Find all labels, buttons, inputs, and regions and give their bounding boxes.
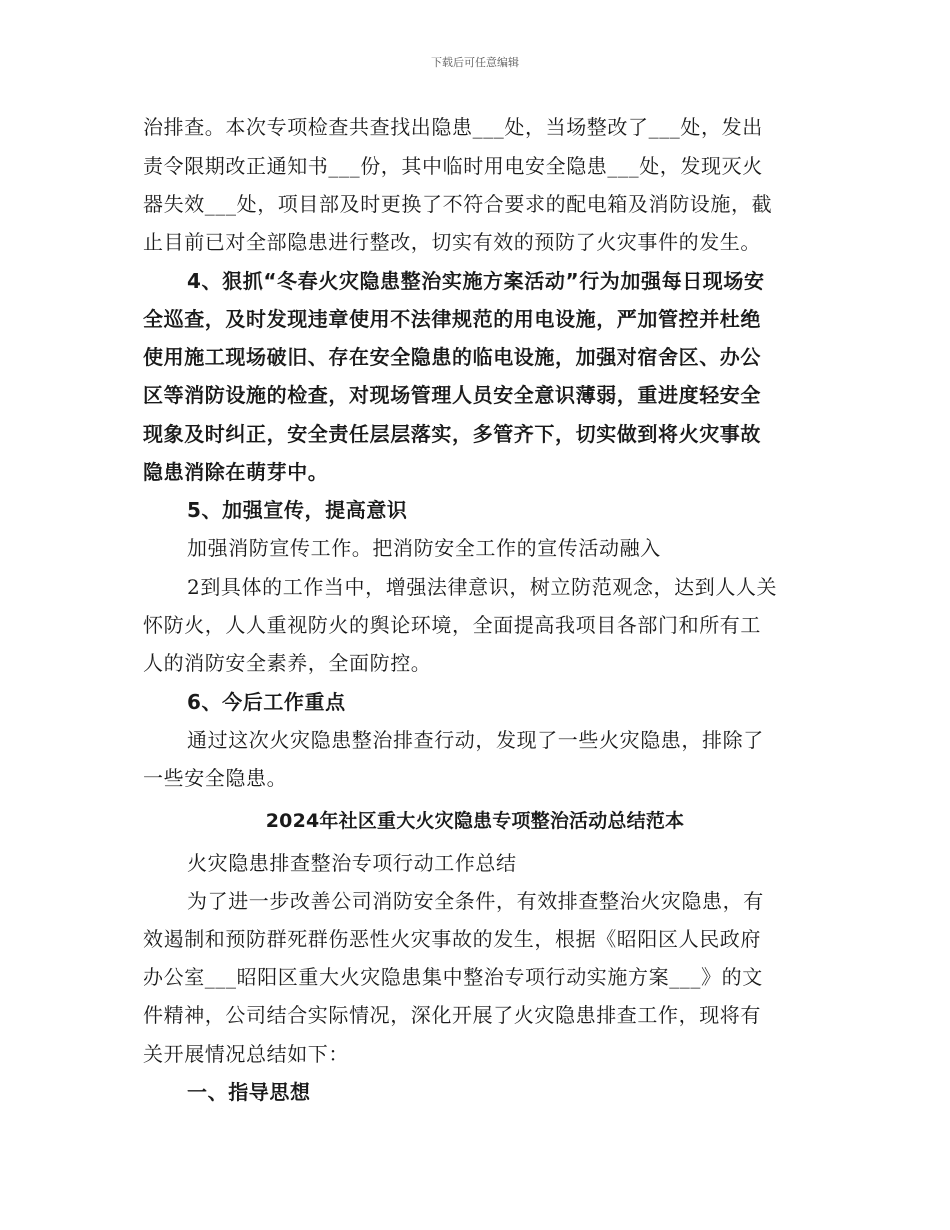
section-4-text: 现象及时纠正，安全责任层层落实，多管齐下，切实做到将火灾事故 [143, 422, 761, 446]
body-line: 治排查。本次专项检查共查找出隐患___处，当场整改了___处，发出 [143, 115, 763, 139]
subtitle-line: 火灾隐患排查整治专项行动工作总结 [187, 851, 517, 875]
section-6-heading: 6、今后工作重点 [187, 690, 346, 714]
body-line: 加强消防宣传工作。把消防安全工作的宣传活动融入 [187, 536, 661, 560]
body-line: 为了进一步改善公司消防安全条件，有效排查整治火灾隐患，有 [187, 889, 764, 913]
section-4-text: 使用施工现场破旧、存在安全隐患的临电设施，加强对宿舍区、办公 [143, 345, 761, 369]
body-line: 效遏制和预防群死群伤恶性火灾事故的发生，根据《昭阳区人民政府 [143, 927, 761, 951]
body-line: 通过这次火灾隐患整治排查行动，发现了一些火灾隐患，排除了 [187, 728, 764, 752]
body-line: 器失效___处，项目部及时更换了不符合要求的配电箱及消防设施，截 [143, 192, 773, 216]
section-5-heading: 5、加强宣传，提高意识 [187, 498, 408, 522]
body-line: 责令限期改正通知书___份，其中临时用电安全隐患___处，发现灭火 [143, 154, 763, 178]
body-line: 2到具体的工作当中，增强法律意识，树立防范观念，达到人人关 [187, 575, 778, 599]
section-1-heading: 一、指导思想 [187, 1080, 311, 1104]
section-4-text: 隐患消除在萌芽中。 [143, 460, 329, 484]
body-line: 一些安全隐患。 [143, 766, 288, 790]
body-line: 办公室___昭阳区重大火灾隐患集中整治专项行动实施方案___》的文 [143, 965, 763, 989]
page-header: 下载后可任意编辑 [431, 56, 519, 69]
body-line: 止目前已对全部隐患进行整改，切实有效的预防了火灾事件的发生。 [143, 230, 761, 254]
section-4-text: 区等消防设施的检查，对现场管理人员安全意识薄弱，重进度轻安全 [143, 383, 761, 407]
body-line: 人的消防安全素养，全面防控。 [143, 651, 432, 675]
section-4-heading: 4、狠抓“冬春火灾隐患整治实施方案活动”行为加强每日现场安 [187, 269, 765, 293]
document-title: 2024年社区重大火灾隐患专项整治活动总结范本 [265, 810, 685, 832]
section-4-text: 全巡查，及时发现违章使用不法律规范的用电设施，严加管控并杜绝 [143, 307, 761, 331]
body-line: 件精神，公司结合实际情况，深化开展了火灾隐患排查工作，现将有 [143, 1003, 761, 1027]
body-line: 关开展情况总结如下： [143, 1042, 349, 1066]
body-line: 怀防火，人人重视防火的舆论环境，全面提高我项目各部门和所有工 [143, 613, 761, 637]
